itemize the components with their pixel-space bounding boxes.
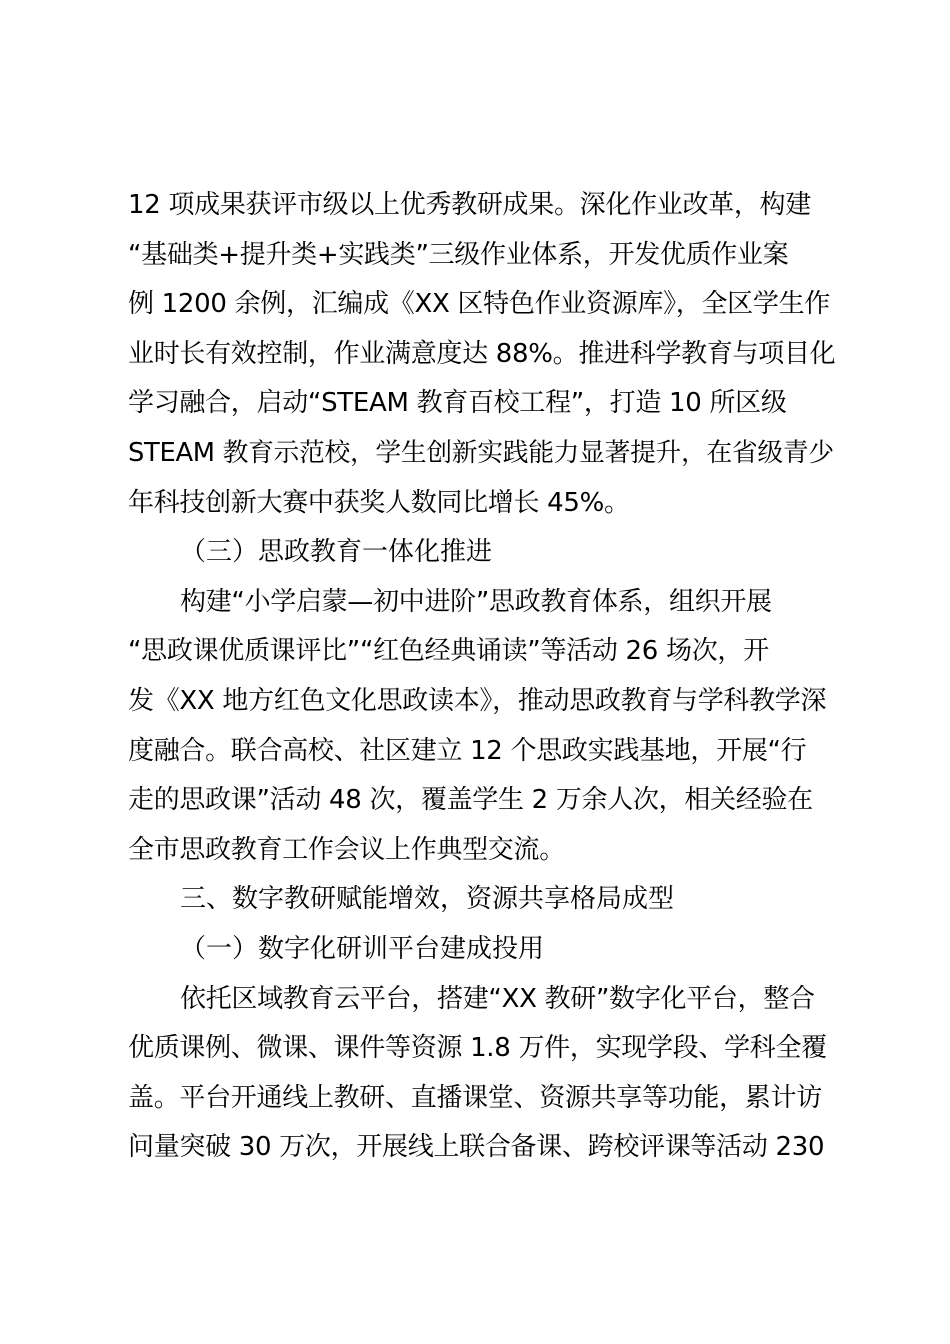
section-heading: （三）思政教育一体化推进 — [180, 537, 493, 568]
paragraph-line: “思政课优质课评比”“红色经典诵读”等活动 26 场次，开 — [128, 636, 769, 667]
paragraph-line: 走的思政课”活动 48 次，覆盖学生 2 万余人次，相关经验在 — [128, 785, 813, 816]
section-heading: （一）数字化研训平台建成投用 — [180, 933, 545, 964]
paragraph-line: 12 项成果获评市级以上优秀教研成果。深化作业改革，构建 — [128, 190, 811, 220]
paragraph-line: 优质课例、微课、课件等资源 1.8 万件，实现学段、学科全覆 — [128, 1033, 827, 1064]
paragraph-line: 业时长有效控制，作业满意度达 88%。推进科学教育与项目化 — [128, 338, 836, 369]
paragraph-line: 学习融合，启动“STEAM 教育百校工程”，打造 10 所区级 — [128, 388, 787, 419]
body-text — [128, 181, 838, 1173]
paragraph-line: 问量突破 30 万次，开展线上联合备课、跨校评课等活动 230 — [128, 1132, 825, 1163]
paragraph-line: 构建“小学启蒙—初中进阶”思政教育体系，组织开展 — [180, 586, 772, 617]
paragraph-line: 全市思政教育工作会议上作典型交流。 — [128, 834, 565, 865]
paragraph-line: “基础类+提升类+实践类”三级作业体系，开发优质作业案 — [128, 239, 789, 270]
paragraph-line: 年科技创新大赛中获奖人数同比增长 45%。 — [128, 487, 630, 518]
paragraph-line: 盖。平台开通线上教研、直播课堂、资源共享等功能，累计访 — [128, 1082, 822, 1113]
paragraph-line: STEAM 教育示范校，学生创新实践能力显著提升，在省级青少 — [128, 437, 834, 468]
chapter-heading: 三、数字教研赋能增效，资源共享格局成型 — [180, 884, 675, 915]
paragraph-line: 发《XX 地方红色文化思政读本》，推动思政教育与学科教学深 — [128, 685, 827, 716]
paragraph-line: 例 1200 余例，汇编成《XX 区特色作业资源库》，全区学生作 — [128, 289, 830, 320]
paragraph-line: 度融合。联合高校、社区建立 12 个思政实践基地，开展“行 — [128, 735, 807, 766]
paragraph-line: 依托区域教育云平台，搭建“XX 教研”数字化平台，整合 — [180, 983, 815, 1014]
